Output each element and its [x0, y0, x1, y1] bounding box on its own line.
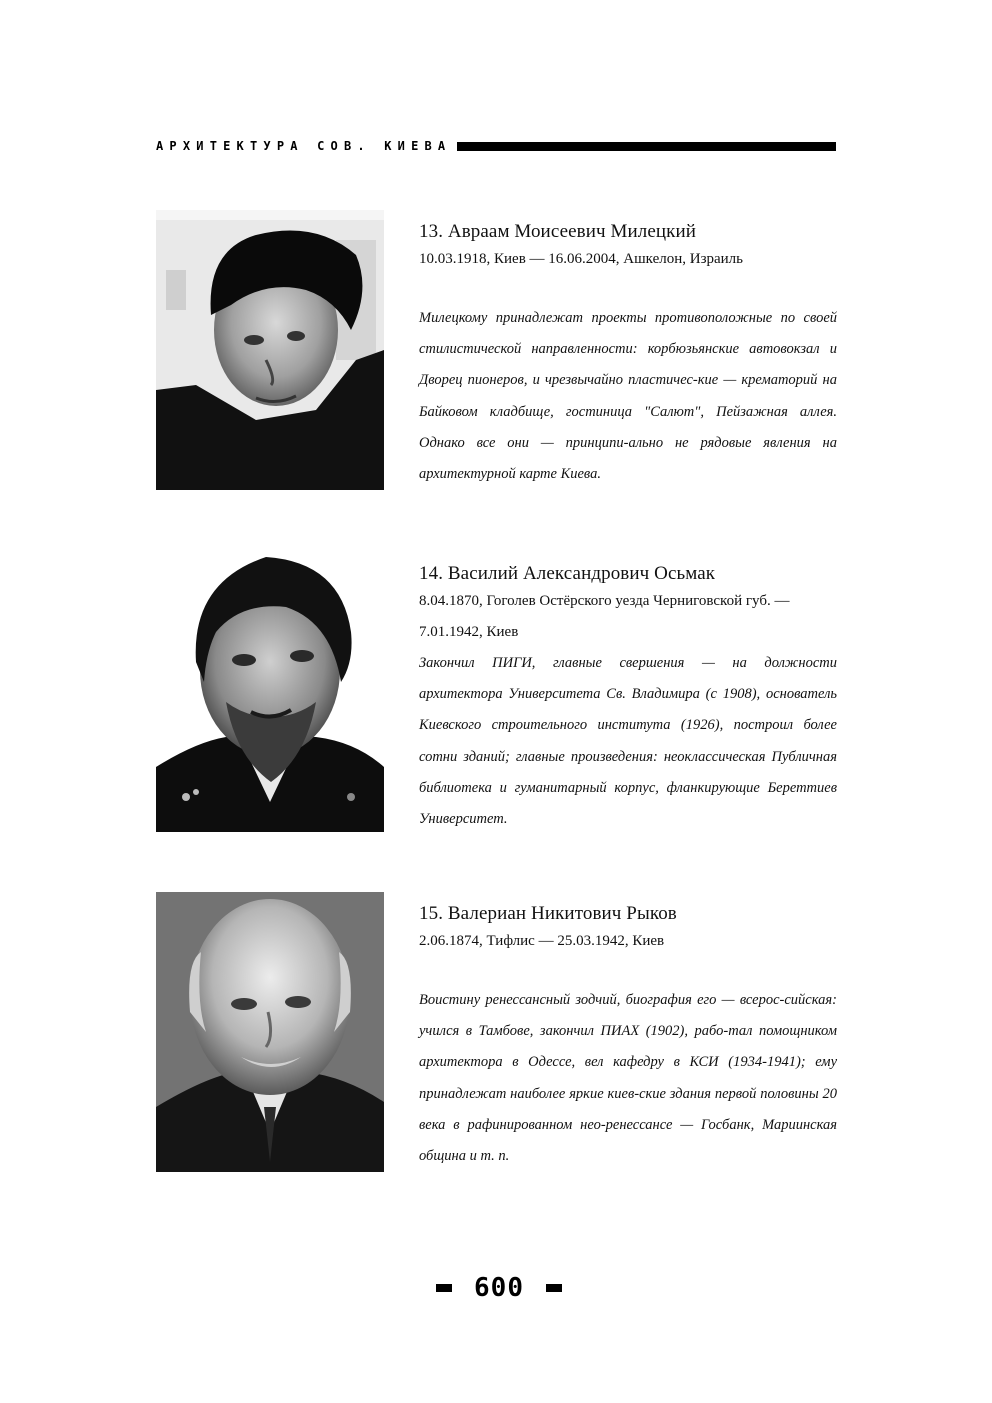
- architect-name: 15. Валериан Никитович Рыков: [419, 903, 677, 924]
- page-number: [436, 1274, 562, 1302]
- biography-text: Воистину ренессансный зодчий, биография его — всерос-сийская: учился в Тамбове, закончил ПИАХ (1902), рабо-тал помощником архитектора в Одессе, вел кафедру в КСИ (1934-1941); ему принадлежат наиболее яркие киев-ские здания первой половины 20 века в рафинированном нео-ренессансе — Госбанк, Мариинская община и т. п.: [419, 992, 837, 1165]
- page-number-digits: 600: [474, 1273, 524, 1303]
- running-title: АРХИТЕКТУРА СОВ. КИЕВА: [156, 139, 452, 153]
- biography-entry: [156, 552, 836, 832]
- page-number-dash-left: [436, 1284, 452, 1292]
- portrait-photo: [156, 210, 384, 490]
- biography-entry: [156, 892, 836, 1172]
- running-head-rule: [457, 142, 836, 151]
- page-number-dash-right: [546, 1284, 562, 1292]
- biography-text: Милецкому принадлежат проекты противоположные по своей стилистической направленности: корбюзьянские автовокзал и Дворец пионеров, и чрезвычайно пластичес-кие — крематорий на Байковом кладбище, гостиница "Салют", Пейзажная аллея. Однако все они — принципи-ально не рядовые явления на архитектурной карте Киева.: [419, 310, 837, 483]
- biography-entry: [156, 210, 836, 490]
- running-head: [156, 136, 836, 156]
- portrait-photo: [156, 552, 384, 832]
- life-dates: 10.03.1918, Киев — 16.06.2004, Ашкелон, Израиль: [419, 251, 744, 267]
- life-dates: 2.06.1874, Тифлис — 25.03.1942, Киев: [419, 933, 665, 949]
- biography-text: Закончил ПИГИ, главные свершения — на должности архитектора Университета Св. Владимира (с 1908), основатель Киевского строительного института (1926), построил более сотни зданий; главные произведения: неоклассическая Публичная библиотека и гуманитарный корпус, фланкирующие Береттиев Университет.: [419, 655, 837, 828]
- life-dates: 8.04.1870, Гоголев Остёрского уезда Черниговской губ. — 7.01.1942, Киев: [419, 593, 790, 640]
- architect-name: 13. Авраам Моисеевич Милецкий: [419, 221, 697, 242]
- portrait-photo: [156, 892, 384, 1172]
- architect-name: 14. Василий Александрович Осьмак: [419, 563, 716, 584]
